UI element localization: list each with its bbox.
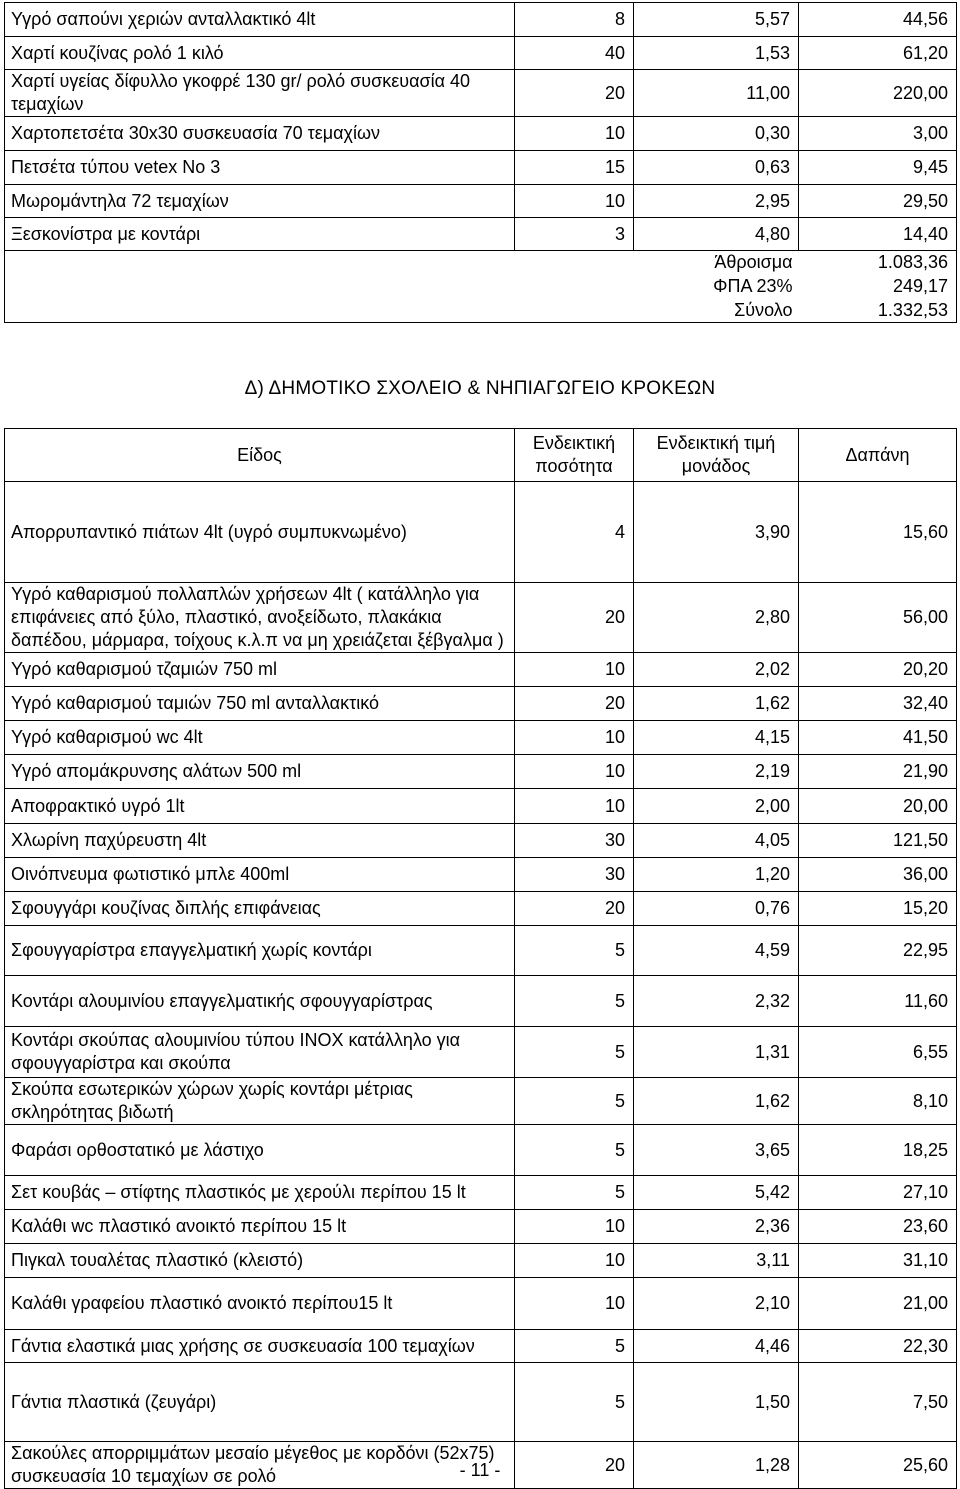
- totals-spacer: [5, 275, 634, 299]
- unit-price: 1,50: [634, 1363, 799, 1442]
- unit-price: 0,30: [634, 117, 799, 151]
- cost: 23,60: [799, 1210, 957, 1244]
- item-name: Χαρτί υγείας δίφυλλο γκοφρέ 130 gr/ ρολό συσκευασία 40 τεμαχίων: [5, 70, 515, 117]
- unit-price: 5,42: [634, 1176, 799, 1210]
- cost: 8,10: [799, 1078, 957, 1125]
- quantity: 5: [515, 1125, 634, 1176]
- table-row: [5, 70, 957, 117]
- table-row: [5, 482, 957, 583]
- cost: 20,20: [799, 653, 957, 687]
- item-name: Υγρό σαπούνι χεριών ανταλλακτικό 4lt: [5, 3, 515, 37]
- unit-price: 2,10: [634, 1278, 799, 1330]
- unit-price: 4,05: [634, 824, 799, 858]
- item-name: Οινόπνευμα φωτιστικό μπλε 400ml: [5, 858, 515, 892]
- unit-price: 2,36: [634, 1210, 799, 1244]
- table-row: [5, 1210, 957, 1244]
- unit-price: 4,59: [634, 926, 799, 976]
- unit-price: 2,80: [634, 583, 799, 653]
- quantity: 5: [515, 1078, 634, 1125]
- table-row: [5, 892, 957, 926]
- unit-price: 4,15: [634, 721, 799, 755]
- item-name: Πιγκαλ τουαλέτας πλαστικό (κλειστό): [5, 1244, 515, 1278]
- table-row: [5, 721, 957, 755]
- cost: 121,50: [799, 824, 957, 858]
- quantity: 10: [515, 1278, 634, 1330]
- item-name: Γάντια πλαστικά (ζευγάρι): [5, 1363, 515, 1442]
- quantity: 20: [515, 70, 634, 117]
- quantity: 30: [515, 858, 634, 892]
- unit-price: 1,20: [634, 858, 799, 892]
- table-row: [5, 37, 957, 70]
- header-quantity: Ενδεικτική ποσότητα: [515, 429, 634, 482]
- unit-price: 0,63: [634, 151, 799, 185]
- cost: 7,50: [799, 1363, 957, 1442]
- unit-price: 0,76: [634, 892, 799, 926]
- table-row: [5, 687, 957, 721]
- quantity: 10: [515, 1244, 634, 1278]
- cost: 3,00: [799, 117, 957, 151]
- header-cost: Δαπάνη: [799, 429, 957, 482]
- quantity: 10: [515, 755, 634, 789]
- unit-price: 2,95: [634, 185, 799, 218]
- cost: 11,60: [799, 976, 957, 1027]
- unit-price: 4,80: [634, 218, 799, 251]
- quantity: 40: [515, 37, 634, 70]
- item-name: Φαράσι ορθοστατικό με λάστιχο: [5, 1125, 515, 1176]
- unit-price: 1,62: [634, 687, 799, 721]
- item-name: Υγρό καθαρισμού τζαμιών 750 ml: [5, 653, 515, 687]
- cost: 36,00: [799, 858, 957, 892]
- table-row: [5, 1363, 957, 1442]
- cost: 6,55: [799, 1027, 957, 1078]
- item-name: Υγρό απομάκρυνσης αλάτων 500 ml: [5, 755, 515, 789]
- totals-value: 249,17: [799, 275, 957, 299]
- totals-value: 1.083,36: [799, 251, 957, 275]
- table-row: [5, 1330, 957, 1363]
- cost: 31,10: [799, 1244, 957, 1278]
- table-row: [5, 926, 957, 976]
- quantity: 10: [515, 653, 634, 687]
- cost: 15,20: [799, 892, 957, 926]
- table-row: [5, 789, 957, 824]
- item-name: Αποφρακτικό υγρό 1lt: [5, 789, 515, 824]
- cost: 21,00: [799, 1278, 957, 1330]
- table-row: [5, 117, 957, 151]
- item-name: Ξεσκονίστρα με κοντάρι: [5, 218, 515, 251]
- cost: 56,00: [799, 583, 957, 653]
- quantity: 10: [515, 789, 634, 824]
- item-name: Χλωρίνη παχύρευστη 4lt: [5, 824, 515, 858]
- quantity: 10: [515, 721, 634, 755]
- cost: 20,00: [799, 789, 957, 824]
- cost: 18,25: [799, 1125, 957, 1176]
- page-number: - 11 -: [459, 1460, 501, 1480]
- table-row: [5, 1278, 957, 1330]
- item-name: Γάντια ελαστικά μιας χρήσης σε συσκευασία 100 τεμαχίων: [5, 1330, 515, 1363]
- table-row: [5, 1078, 957, 1125]
- unit-price: 2,02: [634, 653, 799, 687]
- cost: 21,90: [799, 755, 957, 789]
- item-name: Σακούλες απορριμμάτων μεσαίο μέγεθος με κορδόνι (52x75) συσκευασία 10 τεμαχίων σε ρολό: [5, 1442, 515, 1489]
- item-name: Σφουγγαρίστρα επαγγελματική χωρίς κοντάρι: [5, 926, 515, 976]
- item-name: Πετσέτα τύπου vetex No 3: [5, 151, 515, 185]
- quantity: 8: [515, 3, 634, 37]
- quantity: 5: [515, 1330, 634, 1363]
- item-name: Σφουγγάρι κουζίνας διπλής επιφάνειας: [5, 892, 515, 926]
- section-title: Δ) ΔΗΜΟΤΙΚΟ ΣΧΟΛΕΙΟ & ΝΗΠΙΑΓΩΓΕΙΟ ΚΡΟΚΕΩΝ: [244, 378, 716, 399]
- top-table-body: [5, 3, 957, 323]
- item-name: Υγρό καθαρισμού πολλαπλών χρήσεων 4lt ( κατάλληλο για επιφάνειες από ξύλο, πλαστικό, ανοξείδωτο, πλακάκια δαπέδου, μάρμαρα, τοίχους κ.λ.π να μη χρειάζεται ξέβγαλμα ): [5, 583, 515, 653]
- quantity: 20: [515, 892, 634, 926]
- cost: 15,60: [799, 482, 957, 583]
- cost: 44,56: [799, 3, 957, 37]
- table-row: [5, 653, 957, 687]
- quantity: 20: [515, 583, 634, 653]
- totals-value: 1.332,53: [799, 299, 957, 323]
- item-name: Χαρτοπετσέτα 30x30 συσκευασία 70 τεμαχίων: [5, 117, 515, 151]
- header-unit-price: Ενδεικτική τιμή μονάδος: [634, 429, 799, 482]
- table-row: [5, 1125, 957, 1176]
- cost: 27,10: [799, 1176, 957, 1210]
- table-row: [5, 1176, 957, 1210]
- table-row: [5, 583, 957, 653]
- main-price-table: [4, 428, 957, 1489]
- totals-row: [5, 275, 957, 299]
- unit-price: 5,57: [634, 3, 799, 37]
- cost: 14,40: [799, 218, 957, 251]
- cost: 9,45: [799, 151, 957, 185]
- unit-price: 3,90: [634, 482, 799, 583]
- quantity: 5: [515, 1027, 634, 1078]
- item-name: Σετ κουβάς – στίφτης πλαστικός με χερούλι περίπου 15 lt: [5, 1176, 515, 1210]
- cost: 22,95: [799, 926, 957, 976]
- quantity: 3: [515, 218, 634, 251]
- header-item: Είδος: [5, 429, 515, 482]
- totals-row: [5, 251, 957, 275]
- main-table-body: [5, 429, 957, 1489]
- item-name: Απορρυπαντικό πιάτων 4lt (υγρό συμπυκνωμένο): [5, 482, 515, 583]
- quantity: 10: [515, 117, 634, 151]
- table-row: [5, 858, 957, 892]
- cost: 32,40: [799, 687, 957, 721]
- top-price-table: [4, 2, 957, 323]
- table-row: [5, 755, 957, 789]
- item-name: Υγρό καθαρισμού wc 4lt: [5, 721, 515, 755]
- unit-price: 2,19: [634, 755, 799, 789]
- unit-price: 1,28: [634, 1442, 799, 1489]
- unit-price: 1,31: [634, 1027, 799, 1078]
- table-row: [5, 3, 957, 37]
- totals-label: Άθροισμα: [714, 252, 793, 273]
- quantity: 10: [515, 1210, 634, 1244]
- quantity: 5: [515, 1363, 634, 1442]
- table-row: [5, 151, 957, 185]
- table-row: [5, 976, 957, 1027]
- table-row: [5, 824, 957, 858]
- table-row: [5, 218, 957, 251]
- item-name: Καλάθι wc πλαστικό ανοικτό περίπου 15 lt: [5, 1210, 515, 1244]
- totals-spacer: [5, 299, 634, 323]
- item-name: Υγρό καθαρισμού ταμιών 750 ml ανταλλακτικό: [5, 687, 515, 721]
- table-row: [5, 1027, 957, 1078]
- unit-price: 4,46: [634, 1330, 799, 1363]
- unit-price: 1,62: [634, 1078, 799, 1125]
- table-header-row: [5, 429, 957, 482]
- quantity: 5: [515, 926, 634, 976]
- unit-price: 3,11: [634, 1244, 799, 1278]
- quantity: 4: [515, 482, 634, 583]
- item-name: Καλάθι γραφείου πλαστικό ανοικτό περίπου15 lt: [5, 1278, 515, 1330]
- quantity: 20: [515, 1442, 634, 1489]
- cost: 29,50: [799, 185, 957, 218]
- totals-row: [5, 299, 957, 323]
- quantity: 30: [515, 824, 634, 858]
- unit-price: 3,65: [634, 1125, 799, 1176]
- item-name: Μωρομάντηλα 72 τεμαχίων: [5, 185, 515, 218]
- item-name: Σκούπα εσωτερικών χώρων χωρίς κοντάρι μέτριας σκληρότητας βιδωτή: [5, 1078, 515, 1125]
- cost: 41,50: [799, 721, 957, 755]
- quantity: 5: [515, 1176, 634, 1210]
- quantity: 15: [515, 151, 634, 185]
- cost: 22,30: [799, 1330, 957, 1363]
- totals-label: ΦΠΑ 23%: [713, 276, 793, 296]
- cost: 61,20: [799, 37, 957, 70]
- item-name: Χαρτί κουζίνας ρολό 1 κιλό: [5, 37, 515, 70]
- cost: 25,60: [799, 1442, 957, 1489]
- item-name: Κοντάρι σκούπας αλουμινίου τύπου INOX κατάλληλο για σφουγγαρίστρα και σκούπα: [5, 1027, 515, 1078]
- unit-price: 11,00: [634, 70, 799, 117]
- totals-spacer: [5, 251, 634, 275]
- quantity: 10: [515, 185, 634, 218]
- quantity: 5: [515, 976, 634, 1027]
- quantity: 20: [515, 687, 634, 721]
- cost: 220,00: [799, 70, 957, 117]
- totals-label: Σύνολο: [634, 299, 799, 323]
- unit-price: 1,53: [634, 37, 799, 70]
- unit-price: 2,32: [634, 976, 799, 1027]
- table-row: [5, 185, 957, 218]
- table-row: [5, 1244, 957, 1278]
- unit-price: 2,00: [634, 789, 799, 824]
- item-name: Κοντάρι αλουμινίου επαγγελματικής σφουγγαρίστρας: [5, 976, 515, 1027]
